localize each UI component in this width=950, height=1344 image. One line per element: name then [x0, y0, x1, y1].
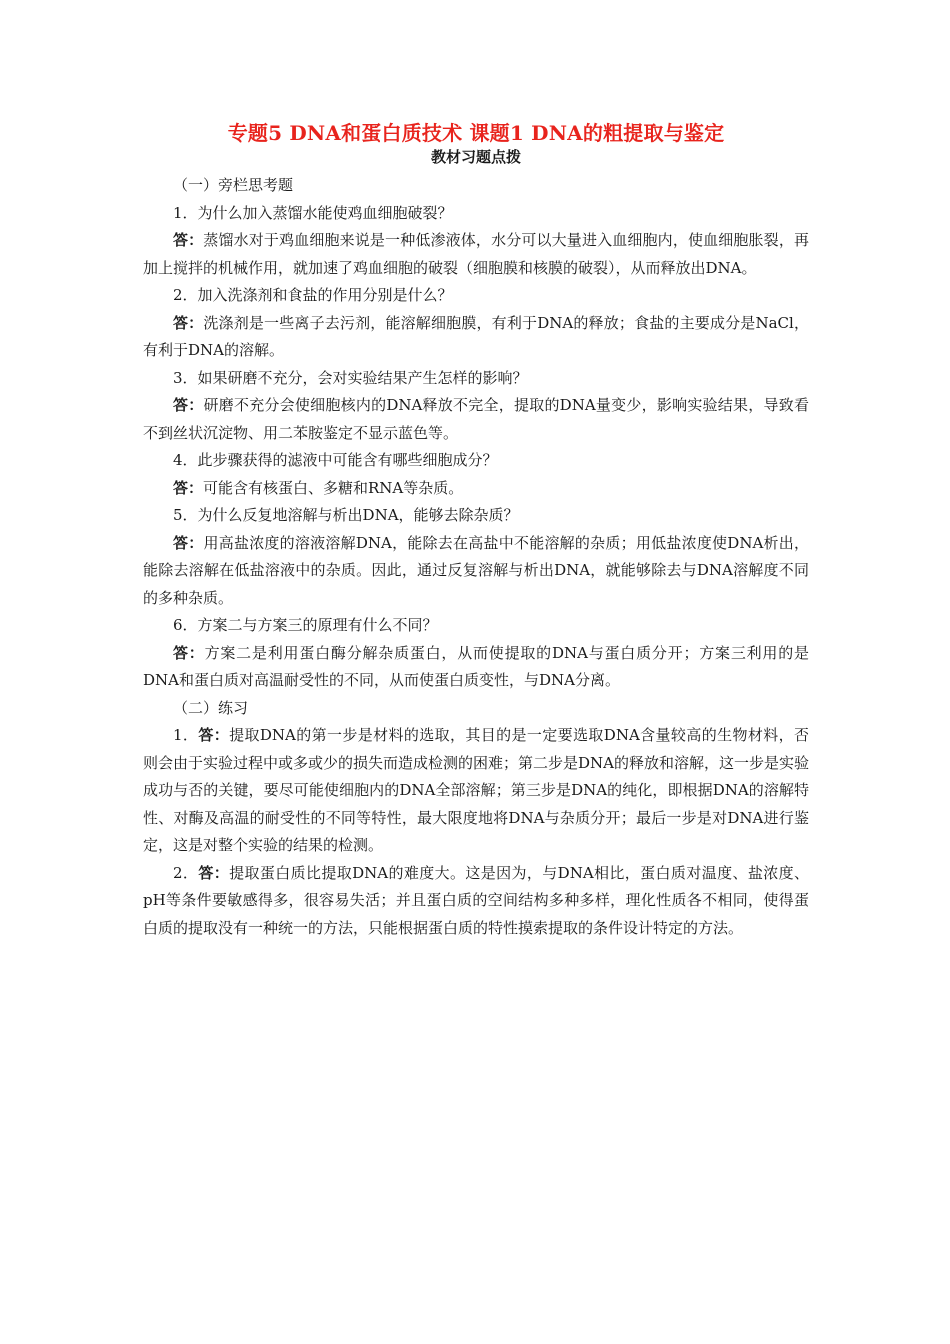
answer-label: 答： [173, 313, 204, 332]
question-6: 6．方案二与方案三的原理有什么不同？ [173, 616, 438, 634]
question-5: 5．为什么反复地溶解与析出DNA，能够去除杂质？ [173, 506, 519, 524]
answer-text: 研磨不充分会使细胞核内的DNA释放不完全，提取的DNA量变少，影响实验结果，导致看不到丝状沉淀物、用二苯胺鉴定不显示蓝色等。 [143, 396, 809, 442]
question-1: 1．为什么加入蒸馏水能使鸡血细胞破裂？ [173, 203, 453, 222]
answer-5 [143, 530, 809, 613]
answer-label: 答： [173, 533, 204, 552]
answer-text: 提取蛋白质比提取DNA的难度大。这是因为，与DNA相比，蛋白质对温度、盐浓度、pH等条件要敏感得多，很容易失活；并且蛋白质的空间结构多种多样，理化性质各不相同，使得蛋白质的提取没有一种统一的方法，只能根据蛋白质的特性摸索提取的条件设计特定的方法。 [143, 863, 809, 937]
section-heading-practice: （二）练习 [173, 698, 249, 717]
practice-answer-2 [143, 860, 809, 943]
answer-label: 答： [173, 396, 204, 414]
answer-label: 答： [198, 863, 230, 882]
answer-text: 提取DNA的第一步是材料的选取，其目的是一定要选取DNA含量较高的生物材料，否则会由于实验过程中或多或少的损失而造成检测的困难；第二步是DNA的释放和溶解，这一步是实验成功与否的关键，要尽可能使细胞内的DNA全部溶解；第三步是DNA的纯化，即根据DNA的溶解特性、对酶及高温的耐受性的不同等特性，最大限度地将DNA与杂质分开；最后一步是对DNA进行鉴定，这是对整个实验的结果的检测。 [143, 726, 809, 854]
practice-answer-1 [143, 722, 809, 860]
document-page [143, 118, 809, 942]
answer-label: 答： [173, 478, 204, 497]
document-subtitle: 教材习题点拨 [430, 148, 521, 166]
answer-text: 洗涤剂是一些离子去污剂，能溶解细胞膜，有利于DNA的释放；食盐的主要成分是NaCl，有利于DNA的溶解。 [143, 313, 809, 359]
answer-label: 答： [198, 726, 230, 744]
question-2: 2．加入洗涤剂和食盐的作用分别是什么？ [173, 286, 453, 304]
answer-4 [143, 475, 809, 503]
answer-text: 方案二是利用蛋白酶分解杂质蛋白，从而使提取的DNA与蛋白质分开；方案三利用的是DNA和蛋白质对高温耐受性的不同，从而使蛋白质变性，与DNA分离。 [143, 643, 809, 689]
practice-number: 1． [173, 726, 199, 744]
answer-2 [143, 310, 809, 365]
section-heading-sidebar: （一）旁栏思考题 [173, 176, 294, 194]
practice-number: 2． [173, 863, 199, 882]
question-3: 3．如果研磨不充分，会对实验结果产生怎样的影响？ [173, 368, 528, 387]
answer-6 [143, 640, 809, 695]
answer-1 [143, 227, 809, 282]
answer-label: 答： [173, 231, 204, 249]
answer-text: 蒸馏水对于鸡血细胞来说是一种低渗液体，水分可以大量进入血细胞内，使血细胞胀裂，再加上搅拌的机械作用，就加速了鸡血细胞的破裂（细胞膜和核膜的破裂），从而释放出DNA。 [143, 231, 809, 277]
answer-label: 答： [173, 643, 205, 662]
answer-text: 用高盐浓度的溶液溶解DNA，能除去在高盐中不能溶解的杂质；用低盐浓度使DNA析出，能除去溶解在低盐溶液中的杂质。因此，通过反复溶解与析出DNA，就能够除去与DNA溶解度不同的多种杂质。 [143, 533, 809, 607]
answer-3 [143, 392, 809, 447]
document-title: 专题5 DNA和蛋白质技术 课题1 DNA的粗提取与鉴定 [227, 121, 725, 145]
question-4: 4．此步骤获得的滤液中可能含有哪些细胞成分？ [173, 451, 498, 469]
answer-text: 可能含有核蛋白、多糖和RNA等杂质。 [203, 478, 464, 497]
